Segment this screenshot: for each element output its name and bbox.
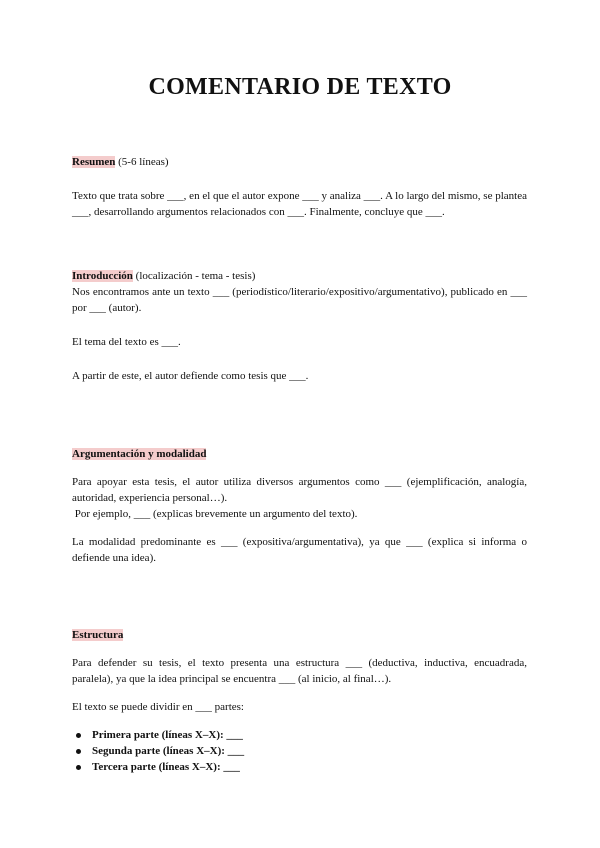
estructura-heading-line: [72, 627, 527, 643]
resumen-note: (5-6 líneas): [115, 156, 169, 168]
estructura-paragraph-1: Para defender su tesis, el texto presenta una estructura ___ (deductiva, inductiva, encuadrada, paralela), ya que la idea principal se encuentra ___ (al inicio, al final…).: [72, 657, 527, 685]
argumentacion-heading-line: [72, 446, 527, 462]
section-estructura: [72, 627, 527, 775]
estructura-heading: Estructura: [72, 629, 124, 641]
resumen-heading: Resumen: [72, 156, 116, 168]
section-introduccion: [72, 268, 527, 384]
estructura-parts-list: [72, 727, 527, 775]
introduccion-paragraph-2: El tema del texto es ___.: [72, 336, 181, 348]
argumentacion-heading: Argumentación y modalidad: [72, 448, 207, 460]
introduccion-heading: Introducción: [72, 270, 133, 282]
section-argumentacion: [72, 446, 527, 566]
introduccion-note: (localización - tema - tesis): [132, 270, 256, 282]
estructura-paragraph-2: El texto se puede dividir en ___ partes:: [72, 701, 244, 713]
introduccion-paragraph-3: A partir de este, el autor defiende como tesis que ___.: [72, 370, 309, 382]
argumentacion-paragraph-2: La modalidad predominante es ___ (expositiva/argumentativa), ya que ___ (explica si informa o defiende una idea).: [72, 536, 527, 564]
resumen-body: Texto que trata sobre ___, en el que el autor expone ___ y analiza ___. A lo largo del mismo, se plantea ___, desarrollando argumentos relacionados con ___. Finalmente, concluye que ___.: [72, 190, 527, 218]
list-item: Tercera parte (líneas X–X): ___: [92, 759, 527, 775]
document-title: COMENTARIO DE TEXTO: [148, 74, 452, 100]
argumentacion-paragraph-1: Para apoyar esta tesis, el autor utiliza diversos argumentos como ___ (ejemplificación, analogía, autoridad, experiencia personal…).: [72, 476, 527, 504]
list-item: Segunda parte (líneas X–X): ___: [92, 743, 527, 759]
introduccion-paragraph-1: Nos encontramos ante un texto ___ (periodístico/literario/expositivo/argumentativo), publicado en ___ por ___ (autor).: [72, 286, 527, 314]
section-resumen: [72, 154, 527, 220]
list-item: Primera parte (líneas X–X): ___: [92, 727, 527, 743]
resumen-heading-line: [72, 154, 527, 170]
argumentacion-paragraph-1b: Por ejemplo, ___ (explicas brevemente un argumento del texto).: [72, 508, 358, 520]
introduccion-heading-line: [72, 268, 527, 284]
